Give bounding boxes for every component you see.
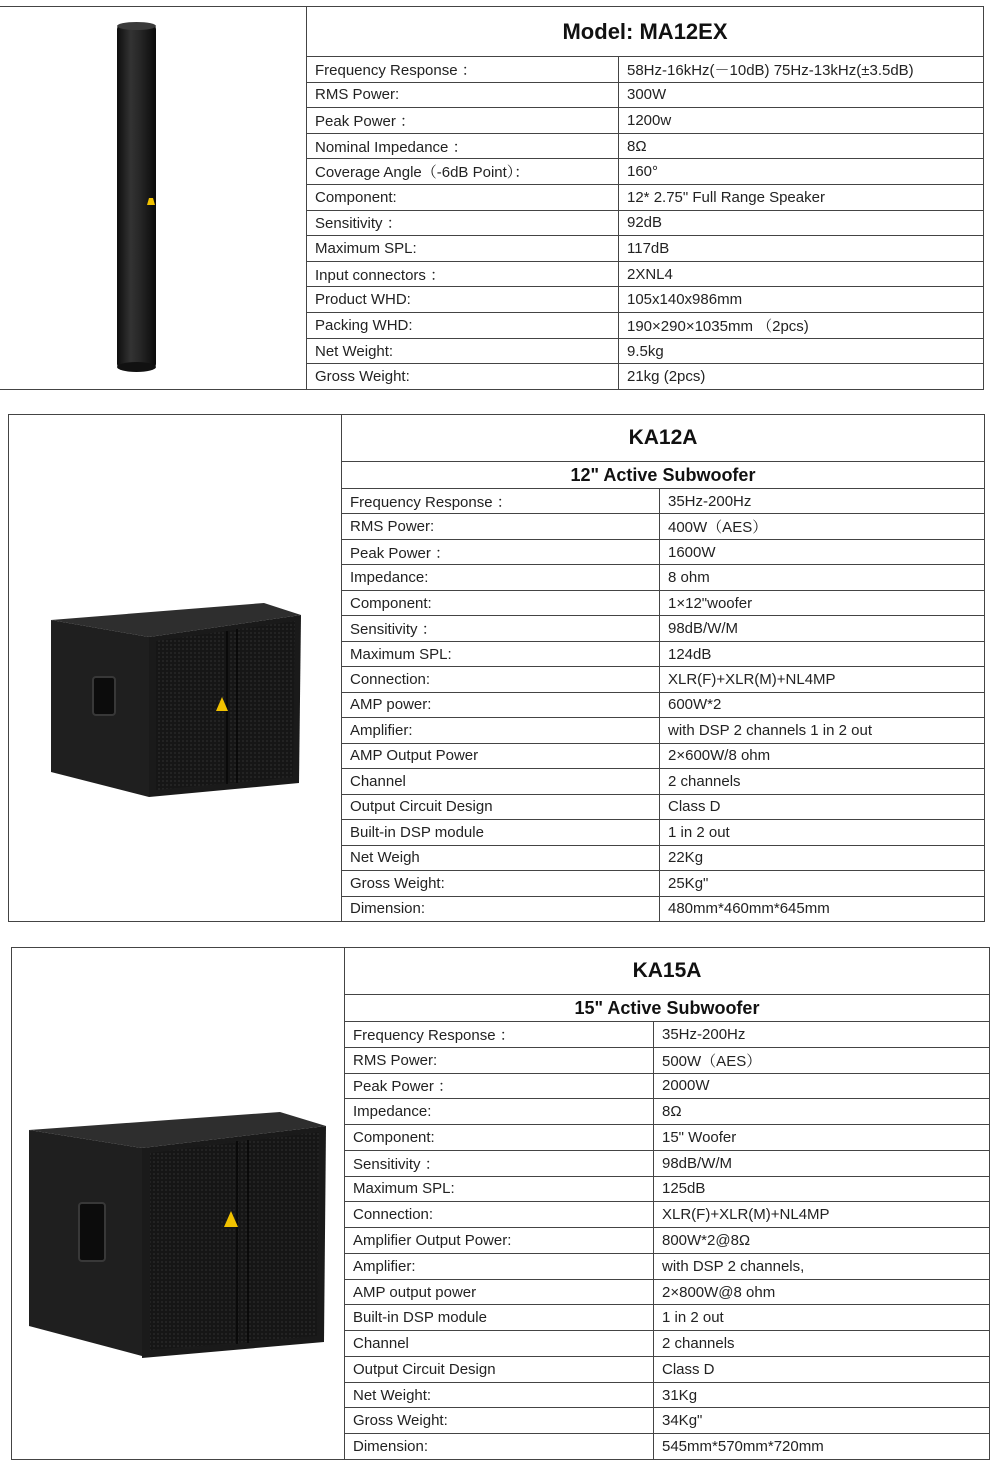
spec-value: with DSP 2 channels 1 in 2 out — [668, 721, 873, 739]
spec-row — [345, 1048, 989, 1074]
spec-row — [307, 211, 983, 237]
spec-value: 8 ohm — [668, 569, 710, 587]
spec-row — [345, 1228, 989, 1254]
spec-key: Sensitivity ： — [345, 1151, 654, 1176]
spec-row — [345, 1099, 989, 1125]
spec-key: Gross Weight: — [307, 364, 619, 389]
spec-key: Frequency Response ： — [342, 489, 660, 513]
spec-key: Coverage Angle（-6dB Point）： — [307, 159, 619, 184]
spec-row — [345, 1202, 989, 1228]
spec-value: 300W — [627, 86, 667, 104]
spec-row — [342, 871, 984, 896]
spec-row — [307, 287, 983, 313]
spec-key: Nominal Impedance ： — [307, 134, 619, 159]
spec-row — [345, 1434, 989, 1459]
model-subtitle: 15" Active Subwoofer — [345, 995, 989, 1022]
spec-key: Net Weight: — [307, 339, 619, 364]
spec-value: 1 in 2 out — [662, 1309, 724, 1327]
spec-value: 2×600W/8 ohm — [668, 747, 771, 765]
spec-value: 2000W — [662, 1077, 710, 1095]
spec-row — [345, 1408, 989, 1434]
spec-key: RMS Power: — [345, 1048, 654, 1073]
spec-key: Component: — [307, 185, 619, 210]
spec-value: 1600W — [668, 543, 716, 561]
spec-row — [342, 820, 984, 845]
spec-value: 190×290×1035mm （2pcs) — [627, 317, 809, 335]
spec-value: 600W*2 — [668, 696, 722, 714]
spec-value: 400W（AES） — [668, 519, 768, 537]
spec-value: 1200w — [627, 112, 672, 130]
spec-key: Component: — [345, 1125, 654, 1150]
spec-row — [307, 159, 983, 185]
spec-value: 9.5kg — [627, 342, 664, 360]
spec-key: Output Circuit Design — [342, 795, 660, 819]
spec-row — [345, 1331, 989, 1357]
spec-row — [307, 108, 983, 134]
spec-value: 2 channels — [668, 772, 741, 790]
spec-key: Connection: — [342, 667, 660, 691]
spec-key: Sensitivity ： — [342, 616, 660, 640]
spec-row — [342, 897, 984, 921]
spec-key: AMP Output Power — [342, 744, 660, 768]
product-block-ka12a — [8, 414, 985, 922]
spec-value: with DSP 2 channels, — [662, 1257, 805, 1275]
spec-value: 105x140x986mm — [627, 291, 743, 309]
spec-row — [342, 540, 984, 565]
product-image-cell — [9, 415, 342, 921]
spec-row — [342, 489, 984, 514]
spec-key: Sensitivity ： — [307, 211, 619, 236]
spec-value: 1×12"woofer — [668, 594, 753, 612]
spec-row — [342, 795, 984, 820]
spec-key: Channel — [342, 769, 660, 793]
spec-row — [345, 1177, 989, 1203]
spec-row — [342, 591, 984, 616]
spec-value: 98dB/W/M — [662, 1154, 733, 1172]
spec-row — [345, 1151, 989, 1177]
spec-row — [307, 83, 983, 109]
spec-key: Peak Power ： — [345, 1074, 654, 1099]
spec-table-ka12a — [342, 415, 984, 921]
spec-value: 58Hz-16kHz(－10dB) 75Hz-13kHz(±3.5dB) — [627, 61, 914, 79]
spec-key: Net Weight: — [345, 1383, 654, 1408]
spec-key: Maximum SPL: — [342, 642, 660, 666]
spec-key: Impedance: — [345, 1099, 654, 1124]
spec-row — [345, 1305, 989, 1331]
spec-row — [345, 1125, 989, 1151]
spec-row — [345, 1280, 989, 1306]
spec-key: Maximum SPL: — [345, 1177, 654, 1202]
spec-table-ka15a — [345, 948, 989, 1459]
subwoofer-12-image — [9, 415, 342, 923]
spec-key: Net Weigh — [342, 846, 660, 870]
spec-key: Output Circuit Design — [345, 1357, 654, 1382]
spec-key: AMP output power — [345, 1280, 654, 1305]
spec-row — [345, 1357, 989, 1383]
spec-key: Input connectors ： — [307, 262, 619, 287]
spec-value: 12* 2.75" Full Range Speaker — [627, 188, 825, 206]
spec-row — [307, 236, 983, 262]
spec-row — [342, 718, 984, 743]
spec-row — [342, 744, 984, 769]
spec-value: 1 in 2 out — [668, 823, 730, 841]
spec-key: Impedance: — [342, 565, 660, 589]
spec-key: Built-in DSP module — [342, 820, 660, 844]
spec-value: 800W*2@8Ω — [662, 1232, 751, 1249]
spec-key: Gross Weight: — [342, 871, 660, 895]
spec-value: 500W（AES） — [662, 1052, 762, 1070]
spec-key: RMS Power: — [307, 83, 619, 108]
spec-value: 15" Woofer — [662, 1128, 737, 1146]
model-title: KA15A — [345, 948, 989, 995]
spec-key: Amplifier: — [342, 718, 660, 742]
spec-value: 25Kg" — [668, 874, 709, 892]
spec-key: Amplifier Output Power: — [345, 1228, 654, 1253]
spec-key: Amplifier: — [345, 1254, 654, 1279]
spec-value: 8Ω — [662, 1103, 682, 1121]
spec-row — [345, 1022, 989, 1048]
model-subtitle: 12" Active Subwoofer — [342, 462, 984, 489]
product-block-ka15a — [11, 947, 990, 1460]
spec-key: Packing WHD: — [307, 313, 619, 338]
column-speaker-image — [0, 7, 307, 391]
spec-value: 31Kg — [662, 1386, 698, 1404]
spec-value: 92dB — [627, 214, 663, 232]
spec-row — [345, 1254, 989, 1280]
model-title: KA12A — [342, 415, 984, 462]
spec-key: Peak Power ： — [342, 540, 660, 564]
spec-key: Dimension: — [345, 1434, 654, 1459]
spec-row — [342, 769, 984, 794]
model-title: Model: MA12EX — [307, 7, 983, 57]
spec-row — [307, 262, 983, 288]
spec-value: 35Hz-200Hz — [662, 1025, 746, 1043]
spec-value: 545mm*570mm*720mm — [662, 1438, 824, 1456]
spec-row — [307, 134, 983, 160]
product-image-cell — [12, 948, 345, 1459]
spec-value: 8Ω — [627, 137, 647, 155]
subwoofer-15-image — [12, 948, 345, 1461]
spec-key: Channel — [345, 1331, 654, 1356]
spec-value: 34Kg" — [662, 1412, 703, 1430]
spec-value: Class D — [668, 798, 721, 816]
spec-value: 117dB — [627, 240, 670, 258]
spec-key: Frequency Response ： — [345, 1022, 654, 1047]
spec-value: 22Kg — [668, 849, 704, 867]
spec-value: Class D — [662, 1360, 715, 1378]
spec-key: Frequency Response ： — [307, 57, 619, 82]
spec-value: 35Hz-200Hz — [668, 492, 752, 510]
spec-value: 98dB/W/M — [668, 620, 739, 638]
spec-key: Gross Weight: — [345, 1408, 654, 1433]
spec-key: RMS Power: — [342, 514, 660, 538]
spec-row — [345, 1383, 989, 1409]
spec-row — [342, 565, 984, 590]
spec-value: XLR(F)+XLR(M)+NL4MP — [668, 671, 836, 689]
spec-value: 21kg (2pcs) — [627, 368, 706, 386]
spec-value: 160° — [627, 163, 659, 181]
spec-row — [342, 667, 984, 692]
spec-row — [342, 616, 984, 641]
spec-key: Component: — [342, 591, 660, 615]
spec-row — [342, 693, 984, 718]
spec-row — [307, 57, 983, 83]
spec-key: Product WHD: — [307, 287, 619, 312]
spec-key: Peak Power ： — [307, 108, 619, 133]
spec-value: 480mm*460mm*645mm — [668, 900, 830, 918]
spec-key: AMP power: — [342, 693, 660, 717]
spec-key: Connection: — [345, 1202, 654, 1227]
spec-row — [307, 364, 983, 389]
spec-row — [307, 313, 983, 339]
spec-row — [342, 846, 984, 871]
spec-row — [307, 339, 983, 365]
spec-key: Maximum SPL: — [307, 236, 619, 261]
spec-table-ma12ex — [307, 7, 983, 389]
spec-value: 124dB — [668, 645, 712, 663]
spec-value: XLR(F)+XLR(M)+NL4MP — [662, 1206, 830, 1224]
spec-row — [342, 642, 984, 667]
spec-value: 2XNL4 — [627, 265, 673, 283]
spec-row — [345, 1074, 989, 1100]
spec-key: Dimension: — [342, 897, 660, 921]
spec-key: Built-in DSP module — [345, 1305, 654, 1330]
spec-row — [342, 514, 984, 539]
spec-value: 2×800W@8 ohm — [662, 1283, 776, 1301]
spec-value: 2 channels — [662, 1335, 735, 1353]
product-block-ma12ex — [0, 6, 984, 390]
product-image-cell — [0, 7, 307, 389]
spec-value: 125dB — [662, 1180, 706, 1198]
spec-row — [307, 185, 983, 211]
